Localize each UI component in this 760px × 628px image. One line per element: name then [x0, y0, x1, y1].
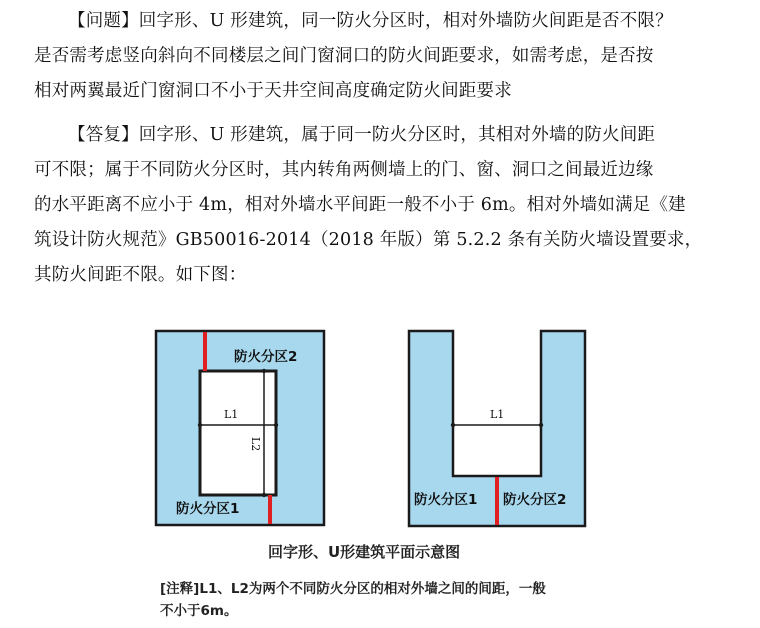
- figure-caption: 回字形、U形建筑平面示意图: [268, 543, 461, 561]
- question-paragraph: [34, 4, 734, 109]
- answer-line-5: 其防火间距不限。如下图：: [34, 265, 247, 285]
- answer-line-1: 【答复】回字形、U 形建筑，属于同一防火分区时，其相对外墙的防火间距: [68, 125, 656, 145]
- zone-1-label: 防火分区1: [414, 492, 478, 508]
- u-shape-building-diagram: [409, 331, 585, 526]
- dimension-tick: [198, 423, 202, 427]
- dimension-tick: [451, 423, 455, 427]
- dimension-tick: [262, 369, 266, 373]
- question-line-2: 是否需考虑竖向斜向不同楼层之间门窗洞口的防火间距要求，如需考虑，是否按: [34, 46, 654, 66]
- courtyard-building-diagram: [156, 331, 324, 525]
- zone-2-label: 防火分区2: [234, 349, 298, 365]
- dimension-tick: [274, 423, 278, 427]
- note-line-1: [注释]L1、L2为两个不同防火分区的相对外墙之间的间距，一般: [160, 581, 546, 597]
- zone-2-label: 防火分区2: [503, 492, 567, 508]
- l1-label: L1: [224, 408, 239, 421]
- figure-note: [160, 578, 610, 622]
- answer-line-3: 的水平距离不应小于 4m，相对外墙水平间距一般不小于 6m。相对外墙如满足《建: [34, 195, 686, 215]
- l2-label: L2: [249, 437, 262, 452]
- question-line-1: 【问题】回字形、U 形建筑，同一防火分区时，相对外墙防火间距是否不限？: [68, 11, 673, 31]
- dimension-tick: [539, 423, 543, 427]
- l1-label: L1: [490, 408, 505, 421]
- answer-paragraph: [34, 118, 734, 293]
- dimension-tick: [262, 493, 266, 497]
- answer-line-4: 筑设计防火规范》GB50016-2014（2018 年版）第 5.2.2 条有关防火墙设置要求，: [34, 230, 703, 250]
- zone-1-label: 防火分区1: [176, 501, 240, 517]
- note-line-2: 不小于6m。: [160, 603, 238, 619]
- answer-line-2: 可不限；属于不同防火分区时，其内转角两侧墙上的门、窗、洞口之间最近边缘: [34, 160, 654, 180]
- plan-diagrams: [0, 325, 760, 540]
- question-line-3: 相对两翼最近门窗洞口不小于天井空间高度确定防火间距要求: [34, 81, 512, 101]
